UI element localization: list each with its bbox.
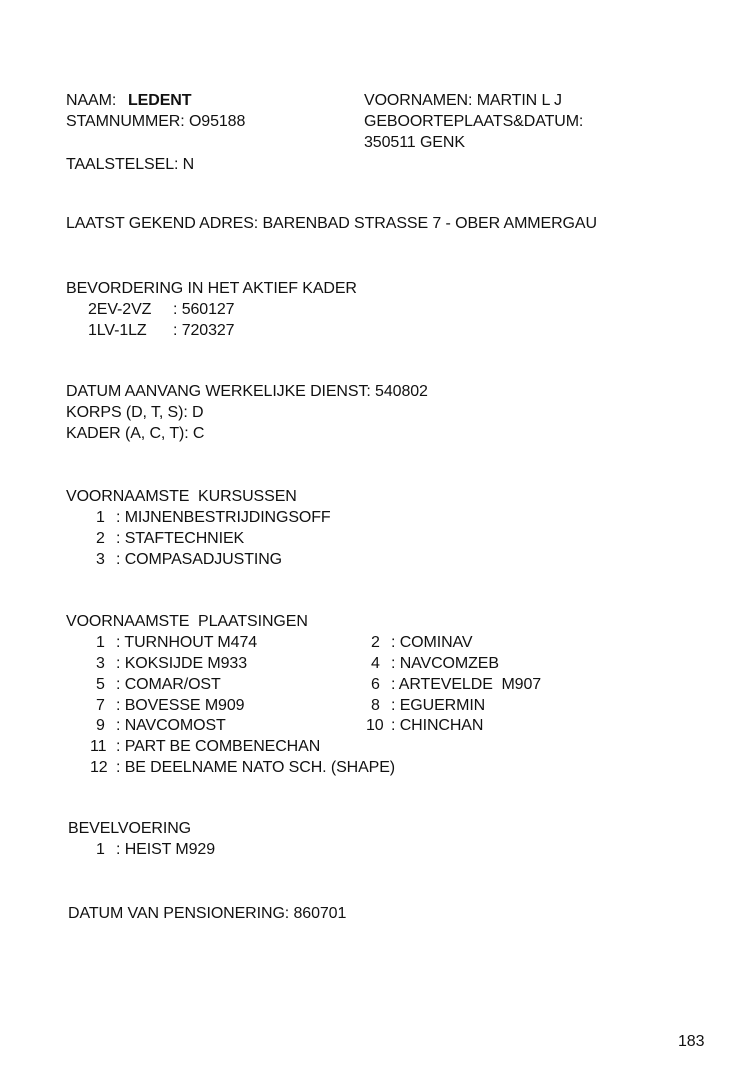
page-number: 183 [678, 1033, 705, 1050]
voornamen: VOORNAMEN: MARTIN L J [364, 92, 562, 109]
plaatsing-text: : EGUERMIN [391, 697, 486, 714]
laatst-gekend-adres: LAATST GEKEND ADRES: BARENBAD STRASSE 7 - OBER AMMERGAU [66, 215, 597, 232]
plaatsing-text: : CHINCHAN [391, 717, 484, 734]
kursus-text: : MIJNENBESTRIJDINGSOFF [116, 509, 331, 526]
bevordering-date: : 720327 [173, 322, 235, 339]
datum-aanvang-dienst: DATUM AANVANG WERKELIJKE DIENST: 540802 [66, 383, 428, 400]
plaatsing-num: 4 [371, 655, 380, 672]
plaatsing-num: 11 [90, 738, 107, 755]
plaatsing-num: 10 [366, 717, 384, 734]
plaatsing-num: 5 [96, 676, 105, 693]
geboorte-label: GEBOORTEPLAATS&DATUM: [364, 113, 584, 130]
plaatsing-text: : ARTEVELDE M907 [391, 676, 542, 693]
kursus-num: 3 [96, 551, 105, 568]
plaatsing-text: : COMINAV [391, 634, 473, 651]
plaatsing-num: 8 [371, 697, 380, 714]
kursus-num: 1 [96, 509, 105, 526]
plaatsing-text: : TURNHOUT M474 [116, 634, 258, 651]
plaatsing-num: 7 [96, 697, 105, 714]
datum-pensionering: DATUM VAN PENSIONERING: 860701 [68, 905, 347, 922]
plaatsing-num: 1 [96, 634, 105, 651]
plaatsing-text: : NAVCOMOST [116, 717, 226, 734]
bevordering-rank: 1LV-1LZ [88, 322, 147, 339]
kader: KADER (A, C, T): C [66, 425, 205, 442]
bevordering-date: : 560127 [173, 301, 235, 318]
plaatsingen-title: VOORNAAMSTE PLAATSINGEN [66, 613, 308, 630]
kursus-text: : COMPASADJUSTING [116, 551, 283, 568]
plaatsing-num: 6 [371, 676, 380, 693]
bevelvoering-text: : HEIST M929 [116, 841, 215, 858]
plaatsing-text: : COMAR/OST [116, 676, 221, 693]
kursus-num: 2 [96, 530, 105, 547]
plaatsing-num: 12 [90, 759, 108, 776]
geboorte-value: 350511 GENK [364, 134, 465, 151]
bevordering-title: BEVORDERING IN HET AKTIEF KADER [66, 280, 357, 297]
plaatsing-text: : BE DEELNAME NATO SCH. (SHAPE) [116, 759, 396, 776]
plaatsing-text: : KOKSIJDE M933 [116, 655, 247, 672]
naam-label: NAAM: [66, 92, 117, 109]
kursussen-title: VOORNAAMSTE KURSUSSEN [66, 488, 297, 505]
kursus-text: : STAFTECHNIEK [116, 530, 245, 547]
plaatsing-num: 9 [96, 717, 105, 734]
taalstelsel: TAALSTELSEL: N [66, 156, 195, 173]
korps: KORPS (D, T, S): D [66, 404, 204, 421]
plaatsing-text: : PART BE COMBENECHAN [116, 738, 321, 755]
bevelvoering-title: BEVELVOERING [68, 820, 191, 837]
naam-value: LEDENT [128, 92, 192, 109]
stamnummer: STAMNUMMER: O95188 [66, 113, 246, 130]
plaatsing-num: 2 [371, 634, 380, 651]
plaatsing-text: : BOVESSE M909 [116, 697, 245, 714]
plaatsing-text: : NAVCOMZEB [391, 655, 499, 672]
bevordering-rank: 2EV-2VZ [88, 301, 152, 318]
bevelvoering-num: 1 [96, 841, 105, 858]
plaatsing-num: 3 [96, 655, 105, 672]
